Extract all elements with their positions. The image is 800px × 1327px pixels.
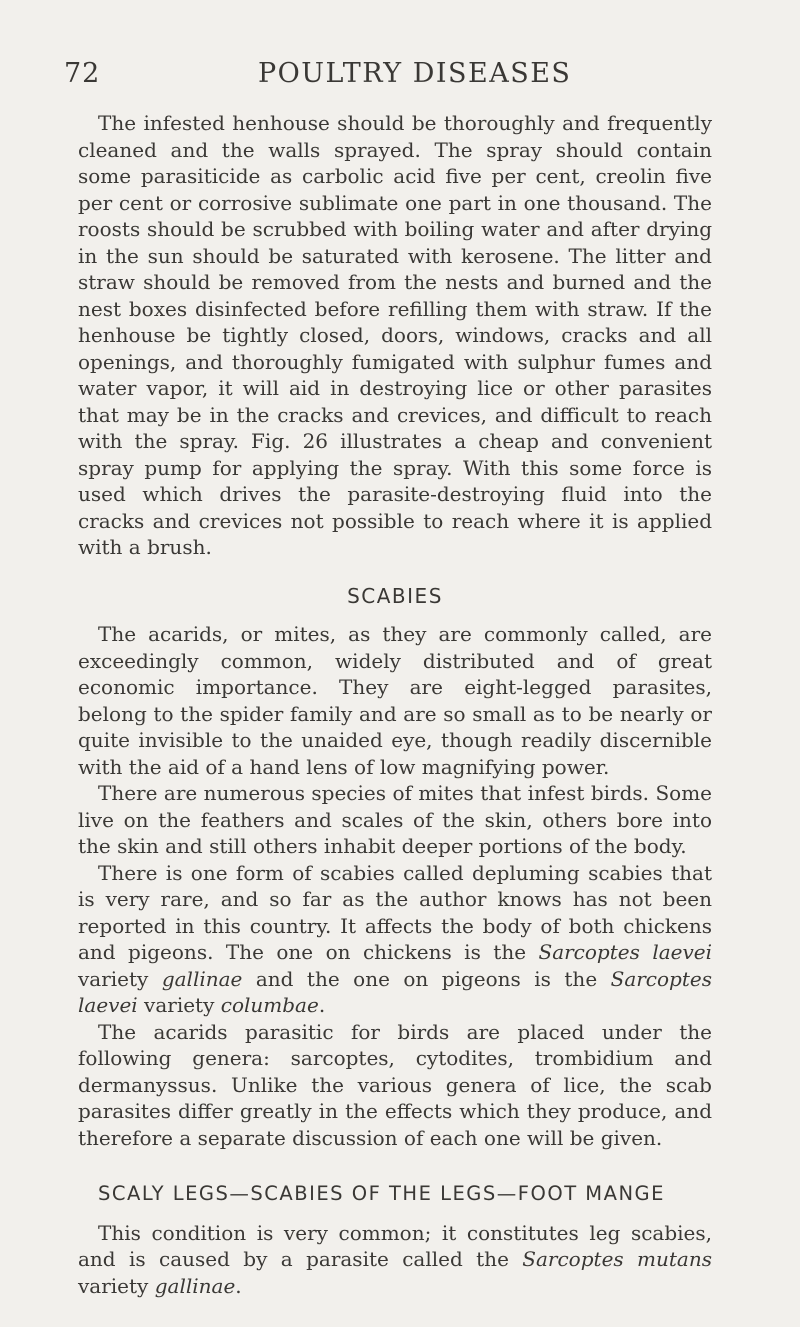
text-run: variety [78, 1273, 155, 1298]
page-number: 72 [64, 58, 101, 89]
variety-name: columbae [220, 993, 319, 1017]
body-text [78, 110, 712, 1299]
heading-scabies: SCABIES [347, 583, 443, 608]
species-name: Sarcoptes laevei [78, 966, 712, 1017]
paragraph-henhouse-cleaning: The infested henhouse should be thoroughly and frequently cleaned and the walls sprayed. The spray should contain some parasiticide as carbolic acid five per cent, creolin five per cent or corrosive sublimate one part in one thousand. The roosts should be scrubbed with boiling water and after drying in the sun should be saturated with kerosene. The litter and straw should be removed from the nests and burned and the nest boxes disinfected before refilling them with straw. If the henhouse be tightly closed, doors, windows, cracks and all openings, and thoroughly fumigated with sulphur fumes and water vapor, it will aid in destroying lice or other parasites that may be in the cracks and crevices, and difficult to reach with the spray. Fig. 26 illustrates a cheap and convenient spray pump for applying the spray. With this some force is used which drives the parasite-destroying fluid into the cracks and crevices not possible to reach where it is applied with a brush. [78, 111, 712, 559]
text-run: . [235, 1273, 242, 1298]
variety-name: gallinae [161, 966, 243, 991]
paragraph-acarids: The acarids, or mites, as they are commonly called, are exceedingly common, widely distributed and of great economic importance. They are eight-legged parasites, belong to the spider family and are so small as to be nearly or quite invisible to the unaided eye, though readily discernible with the aid of a hand lens of low magnifying power. [78, 622, 712, 779]
variety-name: gallinae [154, 1273, 236, 1298]
text-run: and the one on pigeons is the [242, 966, 611, 991]
text-run: This condition is very common; it constitutes leg scabies, and is caused by a parasite called the [78, 1220, 712, 1271]
running-head [0, 58, 800, 92]
paragraph-depluming-scabies [78, 860, 712, 1019]
text-run: variety [137, 993, 221, 1017]
paragraph-acarid-genera: The acarids parasitic for birds are placed under the following genera: sarcoptes, cytodites, trombidium and dermanyssus. Unlike the various genera of lice, the scab parasites differ greatly in the effects which they produce, and therefore a separate discussion of each one will be given. [78, 1019, 712, 1150]
species-name: Sarcoptes mutans [522, 1247, 712, 1271]
text-run: variety [78, 966, 162, 991]
paragraph-mite-species: There are numerous species of mites that infest birds. Some live on the feathers and scales of the skin, others bore into the skin and still others inhabit deeper portions of the body. [78, 781, 712, 858]
text-run: . [318, 993, 326, 1017]
running-title: POULTRY DISEASES [258, 58, 572, 89]
species-name: Sarcoptes laevei [538, 940, 713, 964]
heading-scaly-legs: SCALY LEGS—SCABIES OF THE LEGS—FOOT MANGE [98, 1182, 665, 1205]
paragraph-leg-scabies [78, 1220, 712, 1300]
text-run: There is one form of scabies called depluming scabies that is very rare, and so far as the author knows has not been reported in this country. It affects the body of both chickens and pigeons. The one on chickens is the [78, 860, 712, 964]
